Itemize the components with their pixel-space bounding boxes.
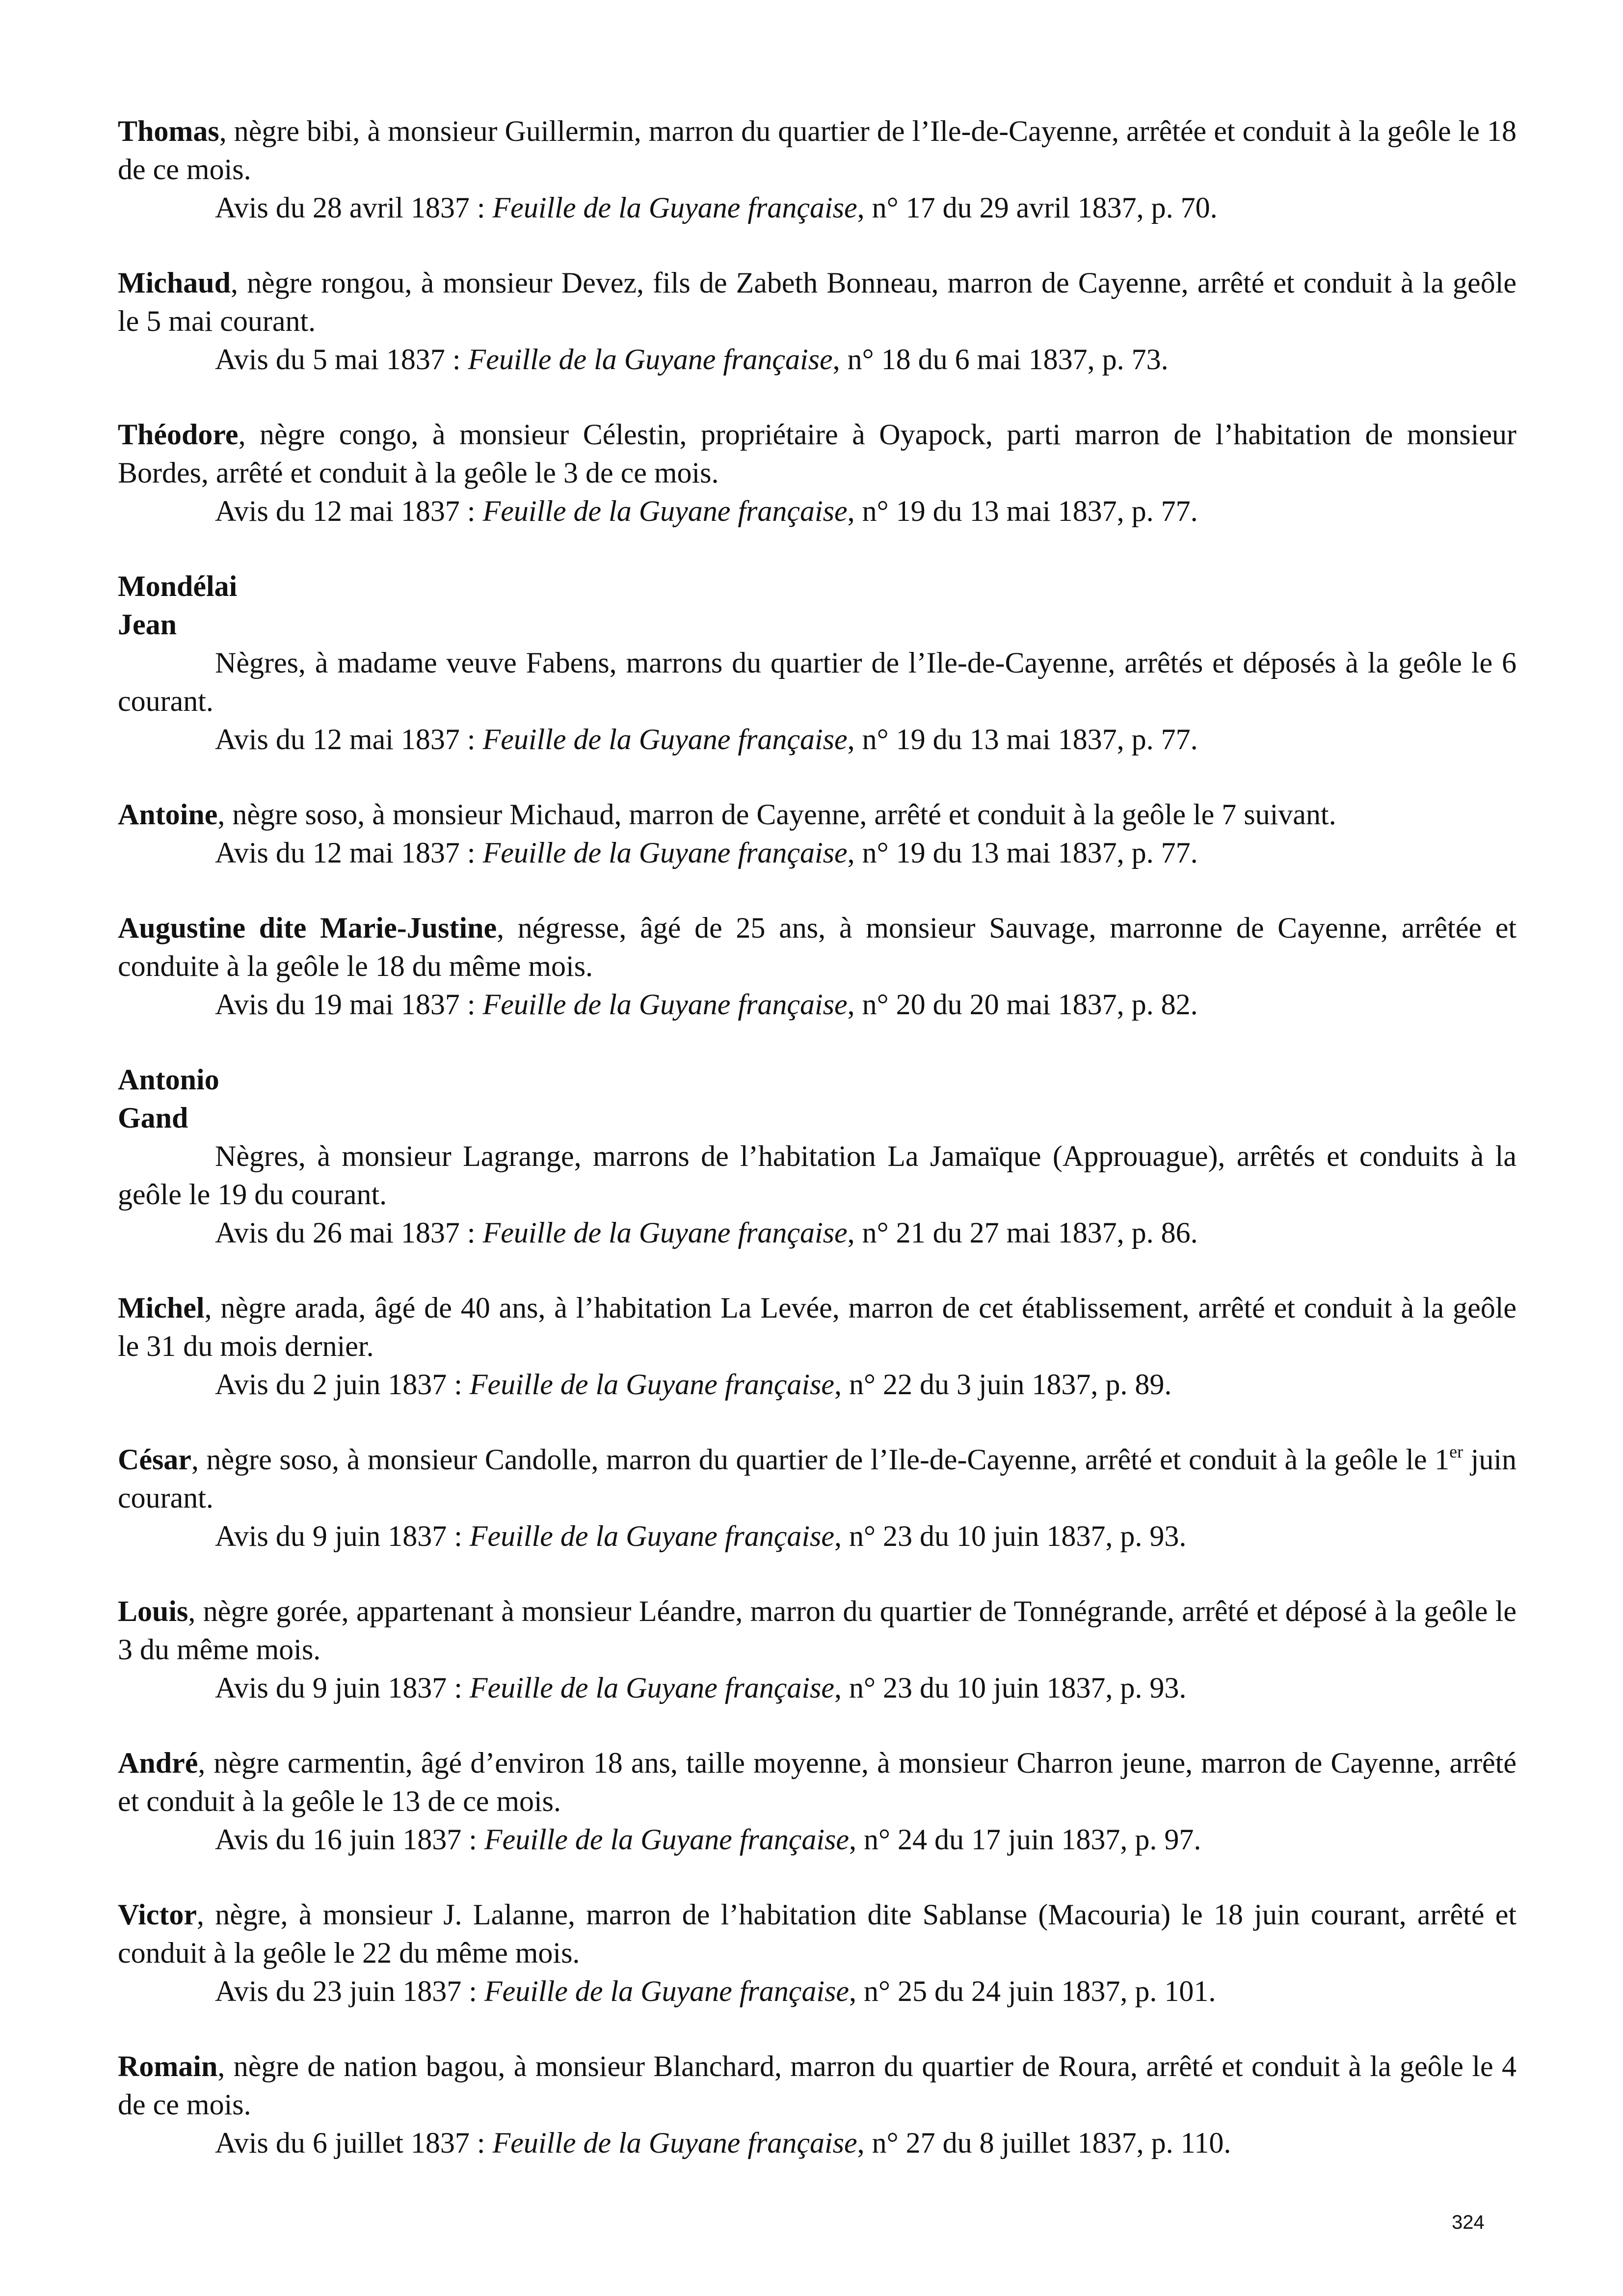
entry-description xyxy=(118,415,1517,492)
citation-journal: Feuille de la Guyane française xyxy=(492,191,857,224)
citation-date: Avis du 5 mai 1837 : xyxy=(215,343,468,376)
citation-issue: , n° 23 du 10 juin 1837, p. 93. xyxy=(834,1672,1187,1704)
entry-text: Nègres, à madame veuve Fabens, marrons du quartier de l’Ile-de-Cayenne, arrêtés et déposés à la geôle le 6 courant. xyxy=(118,647,1517,717)
citation-journal: Feuille de la Guyane française xyxy=(482,1216,848,1249)
entry-description xyxy=(118,909,1517,985)
entry-citation xyxy=(118,985,1517,1024)
document-page xyxy=(118,112,1517,2199)
entry-romain xyxy=(118,2047,1517,2162)
citation-issue: , n° 27 du 8 juillet 1837, p. 110. xyxy=(857,2127,1231,2159)
entry-text: Nègres, à monsieur Lagrange, marrons de l’habitation La Jamaïque (Approuague), arrêtés et conduits à la geôle le 19 du courant. xyxy=(118,1140,1517,1211)
entry-name: Michel xyxy=(118,1292,205,1324)
citation-issue: , n° 18 du 6 mai 1837, p. 73. xyxy=(832,343,1169,376)
citation-date: Avis du 19 mai 1837 : xyxy=(215,988,483,1021)
citation-date: Avis du 26 mai 1837 : xyxy=(215,1216,483,1249)
citation-date: Avis du 23 juin 1837 : xyxy=(215,1975,484,2007)
entry-description xyxy=(118,795,1517,834)
entry-citation xyxy=(118,1365,1517,1404)
citation-issue: , n° 20 du 20 mai 1837, p. 82. xyxy=(847,988,1198,1021)
entry-cesar xyxy=(118,1440,1517,1555)
entry-antonio-gand xyxy=(118,1060,1517,1252)
entry-name: Romain xyxy=(118,2050,218,2082)
entry-theodore xyxy=(118,415,1517,530)
entry-citation xyxy=(118,340,1517,378)
citation-journal: Feuille de la Guyane française xyxy=(468,343,833,376)
citation-issue: , n° 22 du 3 juin 1837, p. 89. xyxy=(834,1368,1172,1401)
entry-name: Augustine dite Marie-Justine xyxy=(118,912,497,944)
citation-issue: , n° 24 du 17 juin 1837, p. 97. xyxy=(849,1823,1201,1856)
entry-name: Gand xyxy=(118,1102,188,1134)
entry-name: Mondélai xyxy=(118,570,238,602)
entry-michaud xyxy=(118,264,1517,378)
entry-description xyxy=(118,2047,1517,2124)
entry-text: , nègre, à monsieur J. Lalanne, marron de l’habitation dite Sablanse (Macouria) le 18 juin courant, arrêté et conduit à la geôle le 22 du même mois. xyxy=(118,1898,1517,1969)
entry-citation xyxy=(118,1820,1517,1859)
entry-thomas xyxy=(118,112,1517,227)
citation-journal: Feuille de la Guyane française xyxy=(482,495,848,527)
entry-louis xyxy=(118,1592,1517,1707)
entry-description xyxy=(118,1895,1517,1972)
entry-citation xyxy=(118,1669,1517,1707)
citation-issue: , n° 17 du 29 avril 1837, p. 70. xyxy=(857,191,1218,224)
entry-name: Thomas xyxy=(118,115,219,147)
citation-journal: Feuille de la Guyane française xyxy=(482,723,848,756)
citation-journal: Feuille de la Guyane française xyxy=(469,1520,835,1552)
entry-description xyxy=(118,1744,1517,1820)
citation-journal: Feuille de la Guyane française xyxy=(492,2127,857,2159)
citation-journal: Feuille de la Guyane française xyxy=(482,837,848,869)
entry-antoine xyxy=(118,795,1517,872)
entry-name: Théodore xyxy=(118,418,239,451)
entry-description xyxy=(118,1289,1517,1365)
entry-text: , nègre soso, à monsieur Candolle, marron du quartier de l’Ile-de-Cayenne, arrêté et conduit à la geôle le 1 xyxy=(191,1443,1450,1476)
citation-date: Avis du 12 mai 1837 : xyxy=(215,723,483,756)
entry-victor xyxy=(118,1895,1517,2010)
citation-date: Avis du 28 avril 1837 : xyxy=(215,191,493,224)
citation-date: Avis du 12 mai 1837 : xyxy=(215,837,483,869)
entry-michel xyxy=(118,1289,1517,1404)
citation-issue: , n° 19 du 13 mai 1837, p. 77. xyxy=(847,495,1198,527)
entry-description xyxy=(118,1440,1517,1517)
entry-description xyxy=(118,1592,1517,1669)
entry-mondelai-jean xyxy=(118,567,1517,758)
entry-text: , nègre gorée, appartenant à monsieur Léandre, marron du quartier de Tonnégrande, arrêté et déposé à la geôle le 3 du même mois. xyxy=(118,1595,1517,1666)
citation-issue: , n° 19 du 13 mai 1837, p. 77. xyxy=(847,723,1198,756)
entry-text-continued: juin courant. xyxy=(118,1443,1517,1514)
citation-date: Avis du 9 juin 1837 : xyxy=(215,1672,470,1704)
entry-andre xyxy=(118,1744,1517,1859)
entry-text: , nègre congo, à monsieur Célestin, propriétaire à Oyapock, parti marron de l’habitation de monsieur Bordes, arrêté et conduit à la geôle le 3 de ce mois. xyxy=(118,418,1517,489)
entry-text: , nègre soso, à monsieur Michaud, marron de Cayenne, arrêté et conduit à la geôle le 7 suivant. xyxy=(217,798,1336,831)
citation-date: Avis du 9 juin 1837 : xyxy=(215,1520,470,1552)
entry-name: Michaud xyxy=(118,267,231,299)
entry-citation xyxy=(118,1972,1517,2010)
page-number: 324 xyxy=(1452,2212,1485,2233)
citation-date: Avis du 6 juillet 1837 : xyxy=(215,2127,493,2159)
entry-description xyxy=(118,112,1517,189)
entry-text: , nègre rongou, à monsieur Devez, fils de Zabeth Bonneau, marron de Cayenne, arrêté et conduit à la geôle le 5 mai courant. xyxy=(118,267,1517,337)
entry-text: , négresse, âgé de 25 ans, à monsieur Sauvage, marronne de Cayenne, arrêtée et conduite à la geôle le 18 du même mois. xyxy=(118,912,1517,982)
citation-issue: , n° 19 du 13 mai 1837, p. 77. xyxy=(847,837,1198,869)
entry-citation xyxy=(118,492,1517,530)
citation-date: Avis du 2 juin 1837 : xyxy=(215,1368,470,1401)
citation-journal: Feuille de la Guyane française xyxy=(469,1672,835,1704)
citation-journal: Feuille de la Guyane française xyxy=(484,1975,850,2007)
entry-citation xyxy=(118,1214,1517,1252)
citation-date: Avis du 16 juin 1837 : xyxy=(215,1823,484,1856)
entry-citation xyxy=(118,2124,1517,2162)
entry-name: André xyxy=(118,1747,198,1779)
entry-description xyxy=(118,264,1517,340)
entry-name: Antonio xyxy=(118,1063,219,1096)
citation-issue: , n° 23 du 10 juin 1837, p. 93. xyxy=(834,1520,1187,1552)
citation-journal: Feuille de la Guyane française xyxy=(484,1823,850,1856)
entry-augustine xyxy=(118,909,1517,1024)
entry-name: Jean xyxy=(118,608,177,641)
entry-citation xyxy=(118,1517,1517,1555)
citation-issue: , n° 25 du 24 juin 1837, p. 101. xyxy=(849,1975,1216,2007)
citation-journal: Feuille de la Guyane française xyxy=(482,988,848,1021)
entry-citation xyxy=(118,189,1517,227)
entry-name: Antoine xyxy=(118,798,218,831)
entry-name: Victor xyxy=(118,1898,197,1931)
ordinal-superscript: er xyxy=(1449,1442,1463,1461)
entry-name: Louis xyxy=(118,1595,188,1627)
entry-citation xyxy=(118,720,1517,758)
citation-issue: , n° 21 du 27 mai 1837, p. 86. xyxy=(847,1216,1198,1249)
entry-text: , nègre bibi, à monsieur Guillermin, marron du quartier de l’Ile-de-Cayenne, arrêtée et conduit à la geôle le 18 de ce mois. xyxy=(118,115,1517,186)
entry-citation xyxy=(118,834,1517,872)
entry-text: , nègre carmentin, âgé d’environ 18 ans, taille moyenne, à monsieur Charron jeune, marron de Cayenne, arrêté et conduit à la geôle le 13 de ce mois. xyxy=(118,1747,1517,1817)
entry-name: César xyxy=(118,1443,191,1476)
entry-text: , nègre de nation bagou, à monsieur Blanchard, marron du quartier de Roura, arrêté et conduit à la geôle le 4 de ce mois. xyxy=(118,2050,1517,2121)
entry-text: , nègre arada, âgé de 40 ans, à l’habitation La Levée, marron de cet établissement, arrêté et conduit à la geôle le 31 du mois dernier. xyxy=(118,1292,1517,1362)
citation-journal: Feuille de la Guyane française xyxy=(469,1368,835,1401)
citation-date: Avis du 12 mai 1837 : xyxy=(215,495,483,527)
